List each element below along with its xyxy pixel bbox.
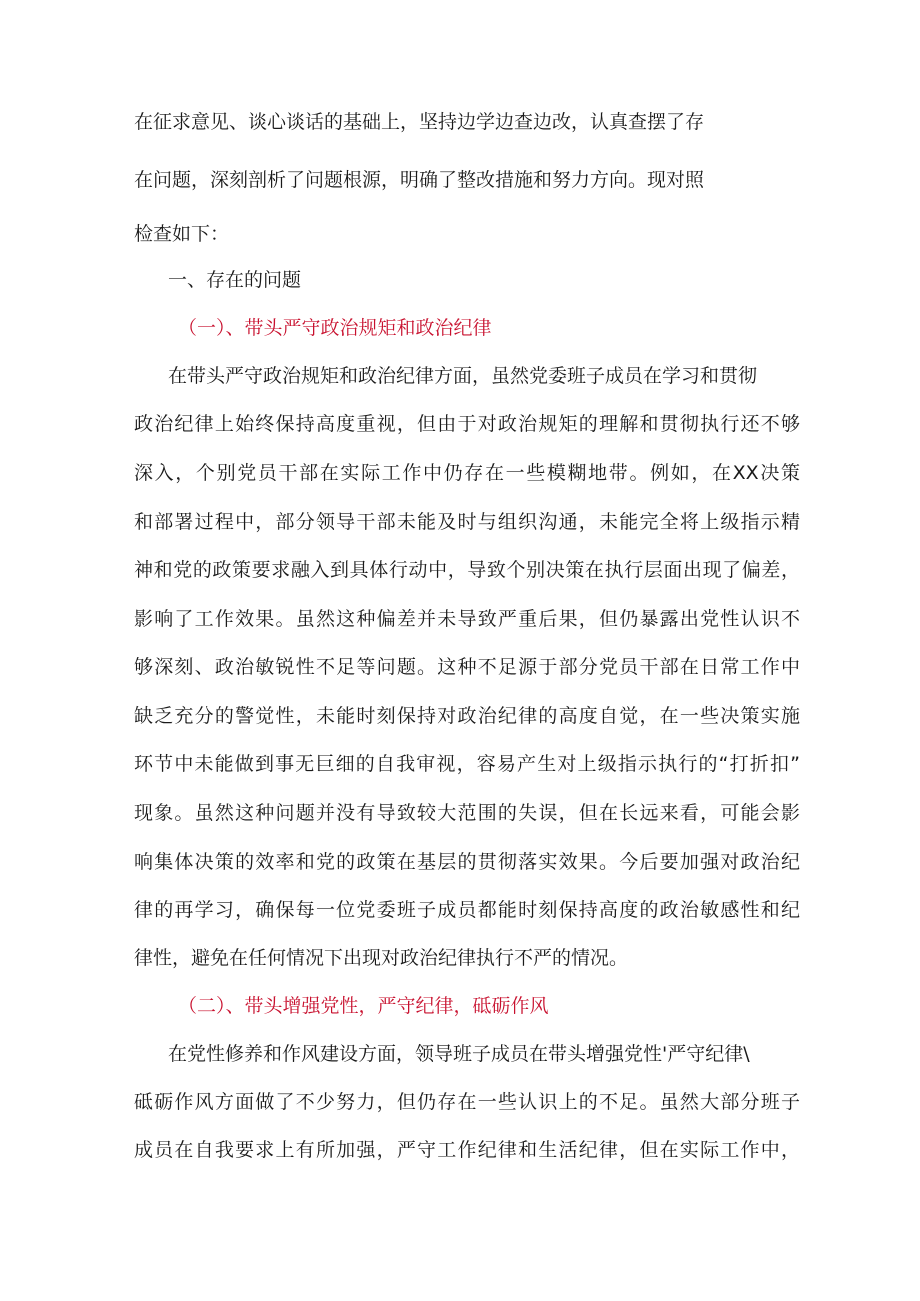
subsection-2-line-2: 砥砺作风方面做了不少努力，但仍存在一些认识上的不足。虽然大部分班子 xyxy=(134,1091,800,1113)
subsection-2-heading: （二）、带头增强党性，严守纪律，砥砺作风 xyxy=(178,995,549,1017)
subsection-2-line-1: 在党性修养和作风建设方面，领导班子成员在带头增强党性'严守纪律\ xyxy=(168,1043,750,1065)
subsection-1-heading: （一）、带头严守政治规矩和政治纪律 xyxy=(178,317,492,339)
subsection-1-line-2: 政治纪律上始终保持高度重视，但由于对政治规矩的理解和贯彻执行还不够 xyxy=(134,413,800,435)
intro-line-2: 在问题，深刻剖析了问题根源，明确了整改措施和努力方向。现对照 xyxy=(134,169,705,191)
subsection-1-line-8: 缺乏充分的警觉性，未能时刻保持对政治纪律的高度自觉，在一些决策实施 xyxy=(134,705,800,727)
subsection-1-line-3: 深入，个别党员干部在实际工作中仍存在一些模糊地带。例如，在XX决策 xyxy=(134,462,800,484)
subsection-1-line-4: 和部署过程中，部分领导干部未能及时与组织沟通，未能完全将上级指示精 xyxy=(134,511,800,533)
subsection-1-line-10: 现象。虽然这种问题并没有导致较大范围的失误，但在长远来看，可能会影 xyxy=(134,802,800,824)
subsection-1-line-9: 环节中未能做到事无巨细的自我审视，容易产生对上级指示执行的“打折扣” xyxy=(134,753,800,775)
intro-line-1: 在征求意见、谈心谈话的基础上，坚持边学边查边改，认真查摆了存 xyxy=(134,111,705,133)
subsection-1-line-5: 神和党的政策要求融入到具体行动中，导致个别决策在执行层面出现了偏差， xyxy=(134,559,800,581)
subsection-1-line-1: 在带头严守政治规矩和政治纪律方面，虽然党委班子成员在学习和贯彻 xyxy=(168,365,758,387)
subsection-2-line-3: 成员在自我要求上有所加强，严守工作纪律和生活纪律，但在实际工作中， xyxy=(134,1139,800,1161)
section-heading-problems: 一、存在的问题 xyxy=(168,269,302,291)
subsection-1-line-6: 影响了工作效果。虽然这种偏差并未导致严重后果，但仍暴露出党性认识不 xyxy=(134,608,800,630)
subsection-1-line-12: 律的再学习，确保每一位党委班子成员都能时刻保持高度的政治敏感性和纪 xyxy=(134,899,800,921)
subsection-1-line-13: 律性，避免在任何情况下出现对政治纪律执行不严的情况。 xyxy=(134,947,629,969)
intro-line-3: 检查如下： xyxy=(134,223,230,245)
subsection-1-line-7: 够深刻、政治敏锐性不足等问题。这种不足源于部分党员干部在日常工作中 xyxy=(134,656,800,678)
subsection-1-line-11: 响集体决策的效率和党的政策在基层的贯彻落实效果。今后要加强对政治纪 xyxy=(134,851,800,873)
